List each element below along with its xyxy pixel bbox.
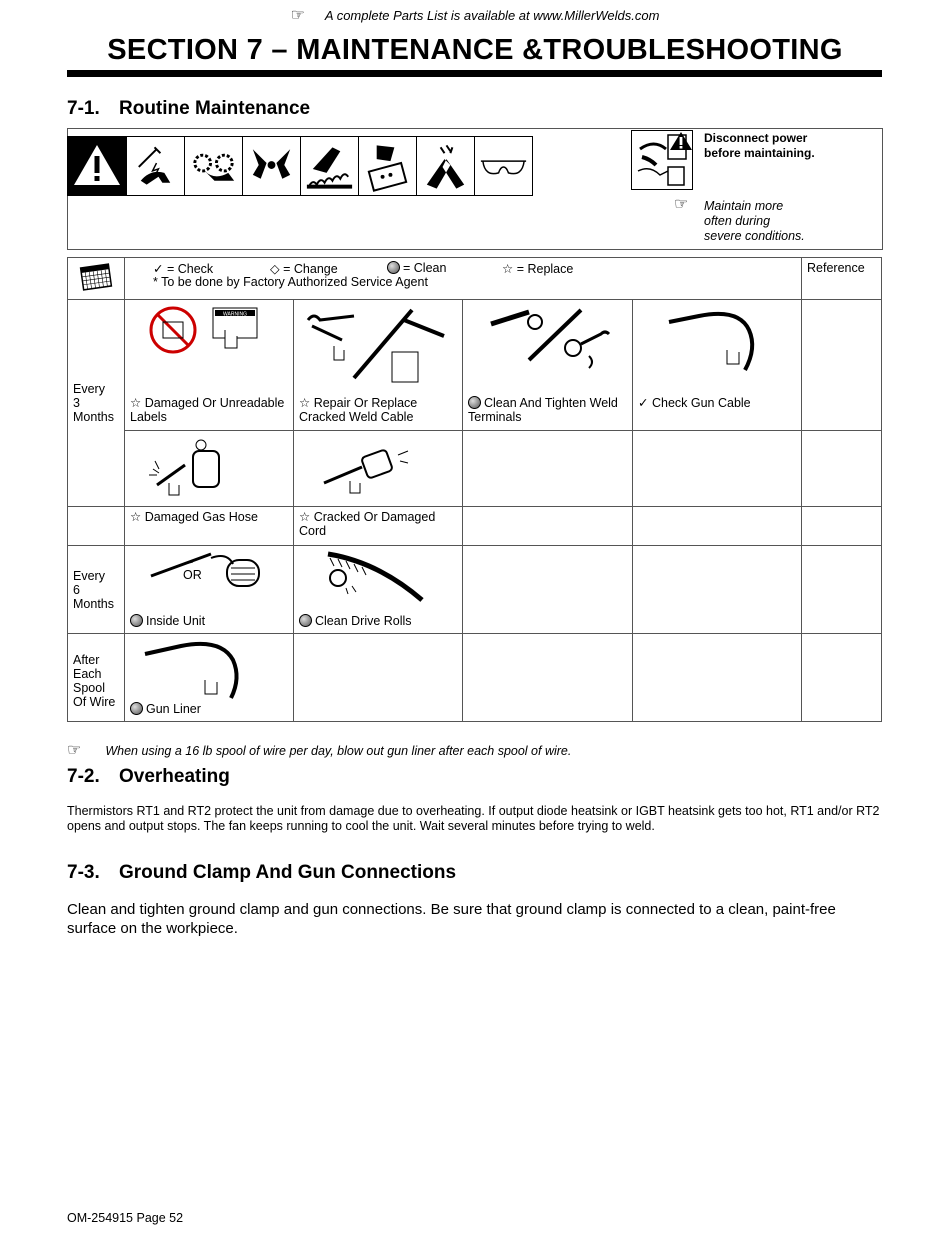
- labels-image: [125, 300, 293, 396]
- item-inside-unit-text: [125, 614, 293, 628]
- table-row: [68, 634, 882, 722]
- star-icon: ☆: [299, 396, 311, 410]
- item-gun-cable: [633, 300, 802, 431]
- row-label-line: Spool: [73, 680, 105, 695]
- empty-cell: [68, 507, 125, 546]
- warning-icon: [67, 136, 127, 196]
- ground-clamp-paragraph: Clean and tighten ground clamp and gun connections. Be sure that ground clamp is connected to a clean, paint-free surface on the workpiece.: [67, 901, 836, 937]
- heading-text: Overheating: [119, 766, 230, 787]
- clean-circle-icon: [130, 702, 143, 715]
- static-board-icon: [358, 136, 417, 196]
- safety-icon-strip: [68, 136, 533, 196]
- reference-cell: [802, 431, 882, 507]
- parts-list-note-text: A complete Parts List is available at www.MillerWelds.com: [324, 8, 660, 23]
- item-drive-rolls: [294, 546, 463, 634]
- item-labels: [125, 300, 294, 431]
- item-gun-liner-text: [125, 702, 293, 716]
- item-drive-rolls-text: [294, 614, 462, 628]
- item-cord: [294, 507, 463, 546]
- row-label-line: 3: [73, 396, 80, 410]
- empty-cell: [463, 546, 633, 634]
- warning-label-text: WARNING: [223, 311, 247, 318]
- pointing-hand-icon: ☞: [290, 7, 305, 24]
- check-icon: ✓: [638, 396, 649, 410]
- moving-parts-icon: [184, 136, 243, 196]
- calendar-cell: [68, 258, 125, 300]
- empty-cell: [463, 634, 633, 722]
- maintenance-table: [67, 257, 882, 722]
- gas-hose-image: [125, 431, 293, 505]
- drive-rolls-image: [294, 546, 462, 614]
- reference-label: Reference: [807, 261, 865, 275]
- heading-number: 7-1.: [67, 98, 100, 119]
- inside-unit-image: [125, 546, 293, 614]
- legend-change: [270, 261, 338, 276]
- or-text: OR: [183, 568, 202, 582]
- calendar-icon: [68, 258, 124, 296]
- item-drive-rolls-label: Clean Drive Rolls: [315, 614, 412, 628]
- heading-text: Ground Clamp And Gun Connections: [119, 862, 457, 883]
- row-label-line: Months: [73, 596, 114, 611]
- row-label-line: Each: [73, 666, 102, 681]
- gun-liner-footnote: [67, 740, 571, 760]
- diamond-icon: ◇: [270, 262, 280, 276]
- empty-cell: [463, 431, 633, 507]
- safety-glasses-icon: [474, 136, 533, 196]
- reference-cell: [802, 546, 882, 634]
- item-labels-text: [125, 396, 293, 424]
- item-cord-text: [294, 507, 462, 538]
- clean-circle-icon: [299, 614, 312, 627]
- item-inside-unit: [125, 546, 294, 634]
- clean-circle-icon: [130, 614, 143, 627]
- fan-blade-hands-icon: [242, 136, 301, 196]
- disconnect-line-2: before maintaining.: [704, 146, 815, 160]
- table-row: [68, 507, 882, 546]
- warning-triangle-icon: [669, 131, 693, 151]
- row-label-line: Every: [73, 382, 105, 396]
- reference-header: [802, 258, 882, 300]
- disconnect-warning: [704, 131, 815, 161]
- maintain-note: [674, 196, 805, 244]
- parts-list-note: [0, 5, 950, 25]
- electric-shock-icon: [126, 136, 185, 196]
- empty-cell: [633, 634, 802, 722]
- item-gun-liner: [125, 634, 294, 722]
- table-row: [68, 431, 882, 507]
- maintain-line-2: often during: [704, 214, 771, 228]
- heading-ground-clamp: [67, 862, 456, 884]
- row-label-line: Every: [73, 568, 105, 583]
- heading-text: Routine Maintenance: [119, 98, 311, 119]
- section-title: SECTION 7 – MAINTENANCE &TROUBLESHOOTING: [107, 34, 843, 66]
- disconnect-line-1: Disconnect power: [704, 131, 808, 145]
- clean-circle-icon: [387, 261, 400, 274]
- reference-cell: [802, 300, 882, 431]
- item-terminals: [463, 300, 633, 431]
- legend-factory: * To be done by Factory Authorized Service Agent: [153, 275, 428, 289]
- star-icon: ☆: [299, 510, 311, 524]
- heading-number: 7-2.: [67, 766, 100, 787]
- row-label-line: Months: [73, 410, 114, 424]
- hot-parts-icon: [300, 136, 359, 196]
- item-cord-label: Cracked Or Damaged Cord: [299, 510, 436, 538]
- item-weld-cable-label: Repair Or Replace Cracked Weld Cable: [299, 396, 418, 424]
- pointing-hand-icon: ☞: [67, 742, 82, 759]
- reference-cell: [802, 507, 882, 546]
- item-terminals-label: Clean And Tighten Weld Terminals: [468, 396, 618, 424]
- heading-overheating: [67, 766, 230, 788]
- legend-replace-text: = Replace: [516, 262, 574, 276]
- star-icon: ☆: [130, 510, 142, 524]
- star-icon: ☆: [130, 396, 142, 410]
- row-label-line: After: [73, 652, 100, 667]
- empty-cell: [633, 546, 802, 634]
- row-label-3-months: [68, 300, 125, 507]
- item-weld-cable: [294, 300, 463, 431]
- legend-clean-text: = Clean: [403, 261, 447, 275]
- item-weld-cable-text: [294, 396, 462, 424]
- table-row: [68, 300, 882, 431]
- row-label-6-months: [68, 546, 125, 634]
- clean-circle-icon: [468, 396, 481, 409]
- item-inside-unit-label: Inside Unit: [146, 614, 206, 628]
- gun-cable-image: [633, 300, 801, 396]
- table-header-row: [68, 258, 882, 300]
- empty-cell: [463, 507, 633, 546]
- item-gas-hose-text: [125, 507, 293, 524]
- gun-liner-image: [125, 634, 293, 702]
- page-footer: OM-254915 Page 52: [67, 1211, 184, 1225]
- empty-cell: [294, 634, 463, 722]
- table-row: [68, 546, 882, 634]
- maintain-line-1: Maintain more: [704, 199, 784, 213]
- legend-replace: [502, 261, 573, 276]
- row-label-line: Of Wire: [73, 694, 116, 709]
- cord-image: [294, 431, 462, 505]
- cord-image-cell: [294, 431, 463, 507]
- legend-change-text: = Change: [283, 262, 338, 276]
- item-gun-cable-text: [633, 396, 801, 410]
- footnote-text: When using a 16 lb spool of wire per day, blow out gun liner after each spool of wire.: [105, 744, 572, 758]
- heading-number: 7-3.: [67, 862, 100, 883]
- row-label-line: 6: [73, 582, 80, 597]
- legend-cell: [125, 258, 802, 300]
- check-icon: ✓: [153, 262, 164, 276]
- legend-check: [153, 261, 213, 276]
- item-gun-cable-label: Check Gun Cable: [651, 396, 751, 410]
- reference-cell: [802, 634, 882, 722]
- heading-routine-maintenance: [67, 98, 310, 120]
- legend-clean: [387, 261, 446, 275]
- weld-cable-image: [294, 300, 462, 396]
- sparks-hands-icon: [416, 136, 475, 196]
- star-icon: ☆: [502, 262, 514, 276]
- overheating-paragraph: Thermistors RT1 and RT2 protect the unit from damage due to overheating. If output diode heatsink or IGBT heatsink gets too hot, RT1 and/or RT2 opens and output stops. The fan keeps running to cool the unit. Wait several minutes before trying to weld.: [67, 804, 880, 833]
- weld-terminals-image: [463, 300, 632, 396]
- row-label-after-spool: [68, 634, 125, 722]
- item-terminals-text: [463, 396, 632, 424]
- item-labels-label: Damaged Or Unreadable Labels: [130, 396, 285, 424]
- pointing-hand-icon: ☞: [674, 196, 689, 213]
- empty-cell: [633, 507, 802, 546]
- safety-box: [67, 128, 883, 250]
- section-rule: [67, 70, 882, 77]
- legend-check-text: = Check: [166, 262, 214, 276]
- gas-hose-image-cell: [125, 431, 294, 507]
- item-gas-hose-label: Damaged Gas Hose: [144, 510, 258, 524]
- item-gun-liner-label: Gun Liner: [146, 702, 201, 716]
- maintain-line-3: severe conditions.: [704, 229, 805, 243]
- item-gas-hose: [125, 507, 294, 546]
- empty-cell: [633, 431, 802, 507]
